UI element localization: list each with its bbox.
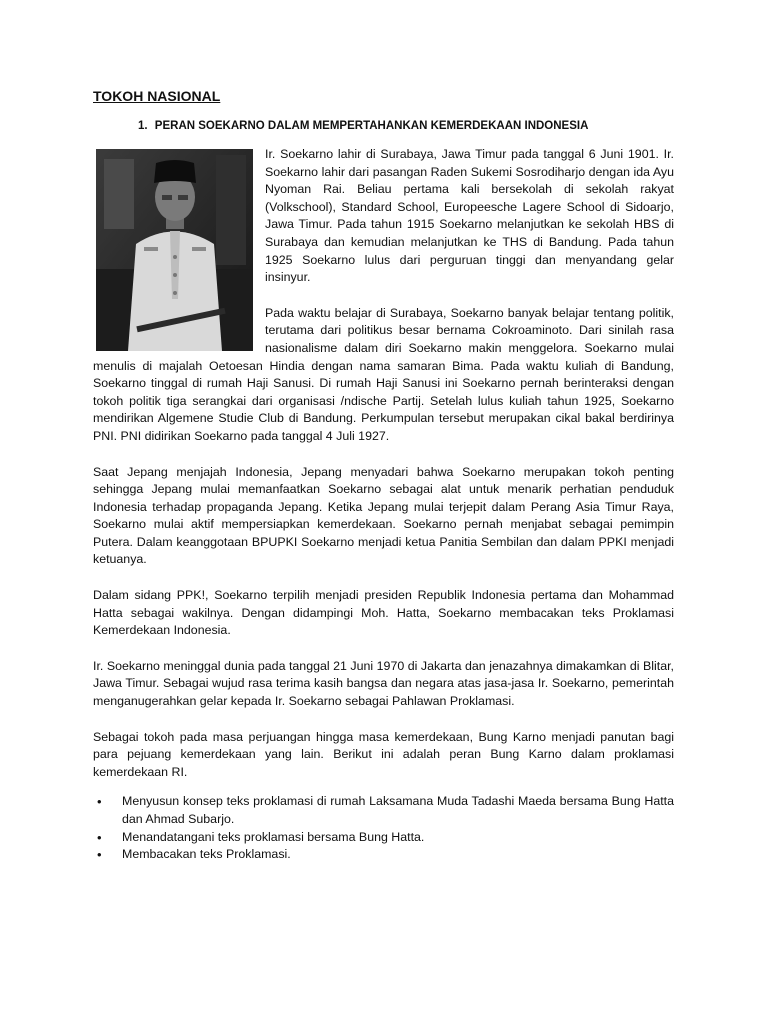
portrait-photo bbox=[96, 149, 253, 351]
list-item bbox=[93, 793, 674, 828]
document-title: TOKOH NASIONAL bbox=[93, 88, 221, 104]
bullet-list bbox=[93, 793, 674, 863]
paragraph-1: Ir. Soekarno lahir di Surabaya, Jawa Timur pada tanggal 6 Juni 1901. Ir. Soekarno lahir dari pasangan Raden Sukemi Sosrodiharjo dengan ida Ayu Nyoman Rai. Beliau pertama kali bersekolah di sekolah rakyat (Volkschool), Standard School, Europeesche Lagere School di Sidoarjo, Jawa Timur. Pada tahun 1915 Soekarno melanjutkan ke sekolah HBS di Surabaya dan kemudian melanjutkan ke THS di Bandung. Pada tahun 1925 Soekarno lulus dari perguruan tinggi dan menyandang gelar insinyur. bbox=[265, 147, 674, 285]
paragraph-3: Saat Jepang menjajah Indonesia, Jepang menyadari bahwa Soekarno merupakan tokoh penting sehingga Jepang mulai memanfaatkan Soekarno sebagai alat untuk menarik perhatian penduduk Indonesia terhadap propaganda Jepang. Ketika Jepang mulai terjepit dalam Perang Asia Timur Raya, Soekarno mulai aktif mempersiapkan kemerdekaan. Soekarno pernah menjabat sebagai pemimpin Putera. Dalam keanggotaan BPUPKI Soekarno menjadi ketua Panitia Sembilan dan dalam PPKI menjadi ketuanya. bbox=[93, 464, 674, 567]
paragraph-4: Dalam sidang PPK!, Soekarno terpilih menjadi presiden Republik Indonesia pertama dan Mohammad Hatta sebagai wakilnya. Dengan didampingi Moh. Hatta, Soekarno membacakan teks Proklamasi Kemerdekaan Indonesia. bbox=[93, 588, 674, 638]
bullet-icon: • bbox=[97, 847, 102, 863]
document-page bbox=[93, 88, 674, 864]
bullet-icon: • bbox=[97, 794, 102, 810]
paragraph-5: Ir. Soekarno meninggal dunia pada tanggal 21 Juni 1970 di Jakarta dan jenazahnya dimakamkan di Blitar, Jawa Timur. Sebagai wujud rasa terima kasih bangsa dan negara atas jasa-jasa Ir. Soekarno, pemerintah menganugerahkan gelar kepada Ir. Soekarno sebagai Pahlawan Proklamasi. bbox=[93, 658, 674, 709]
list-item bbox=[93, 829, 674, 847]
list-item-text: Menandatangani teks proklamasi bersama Bung Hatta. bbox=[122, 829, 425, 844]
section-heading bbox=[93, 120, 674, 132]
paragraph-6: Sebagai tokoh pada masa perjuangan hingga masa kemerdekaan, Bung Karno menjadi panutan bagi para pejuang kemerdekaan yang lain. Berikut ini adalah peran Bung Karno dalam proklamasi kemerdekaan RI. bbox=[93, 729, 674, 779]
list-item-text: Membacakan teks Proklamasi. bbox=[122, 847, 291, 862]
bullet-icon: • bbox=[97, 829, 102, 845]
portrait-photo-icon bbox=[96, 149, 253, 351]
section-number: 1. bbox=[138, 120, 148, 132]
section-heading-text: PERAN SOEKARNO DALAM MEMPERTAHANKAN KEMERDEKAAN INDONESIA bbox=[154, 120, 589, 132]
list-item-text: Menyusun konsep teks proklamasi di rumah Laksamana Muda Tadashi Maeda bersama Bung Hatta dan Ahmad Subarjo. bbox=[122, 794, 674, 826]
paragraph-2: Pada waktu belajar di Surabaya, Soekarno banyak belajar tentang politik, terutama dari politikus besar bernama Cokroaminoto. Dari sinilah rasa nasionalisme dalam diri Soekarno makin menggelora. Soekarno mulai menulis di majalah Oetoesan Hindia dengan nama samaran Bima. Pada waktu kuliah di Bandung, Soekarno tinggal di rumah Haji Sanusi. Di rumah Haji Sanusi ini Soekarno pernah berinteraksi dengan tokoh politik tiga serangkai dari organisasi /ndische Partij. Setelah lulus kuliah tahun 1925, Soekarno mendirikan Algemene Studie Club di Bandung. Perkumpulan tersebut merupakan cikal bakal berdirinya PNI. PNI didirikan Soekarno pada tanggal 4 Juli 1927. bbox=[93, 305, 674, 443]
list-item bbox=[93, 846, 674, 864]
